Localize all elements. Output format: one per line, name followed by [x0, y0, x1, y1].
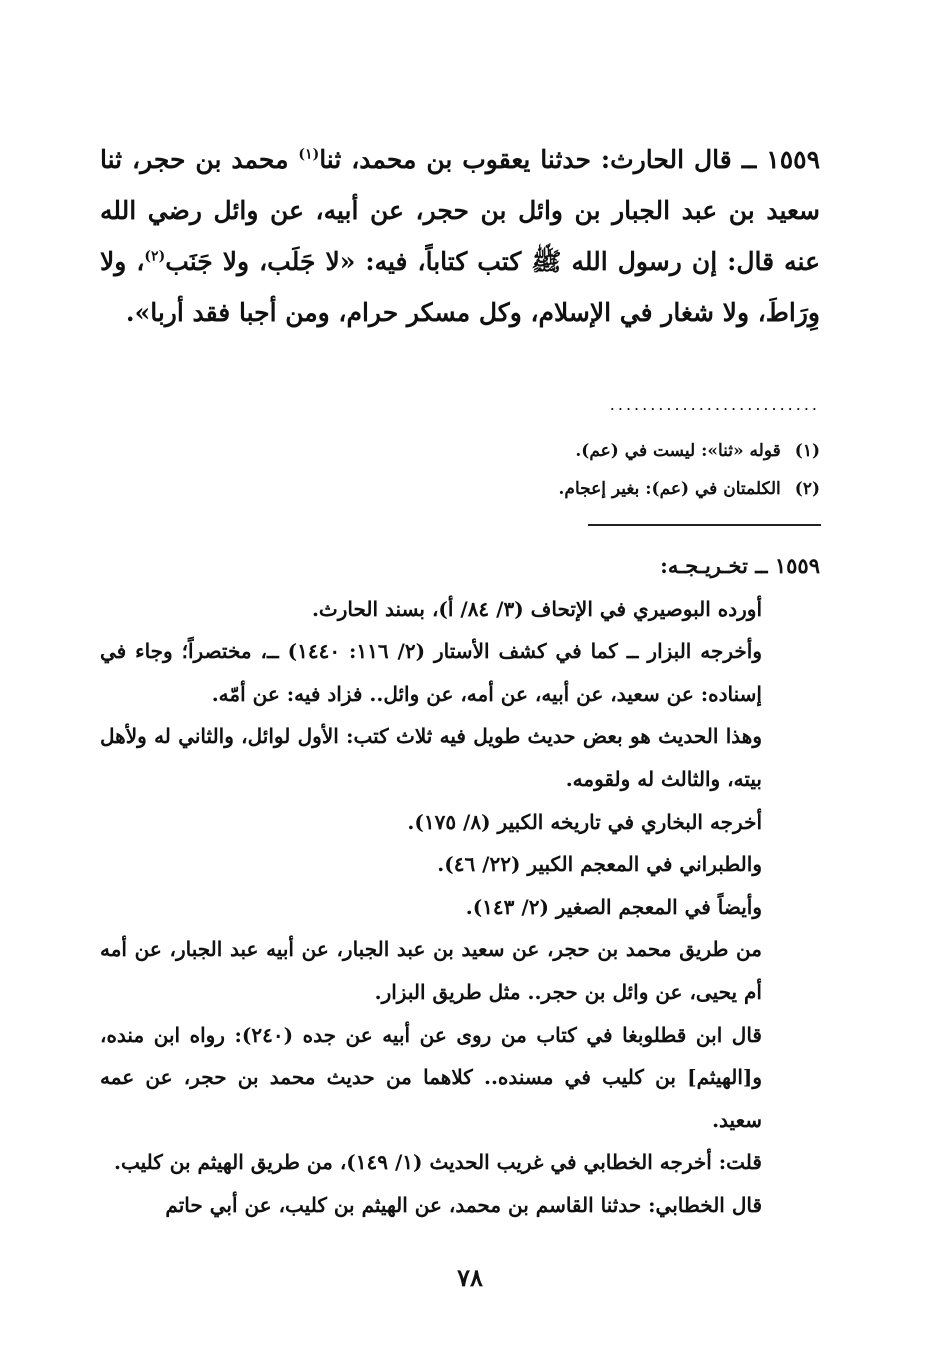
takhrij-paragraph: وأخرجه البزار ــ كما في كشف الأستار (٢/ ١١٦: ١٤٤٠) ــ، مختصراً؛ وجاء في إسناده: عن سعيد، عن أبيه، عن أمه، عن وائل.. فزاد فيه: عن أمّه. — [100, 639, 762, 706]
takhrij-paragraph: وأيضاً في المعجم الصغير (٢/ ١٤٣). — [465, 894, 762, 919]
hadith-number: ١٥٥٩ — [766, 145, 820, 174]
takhrij-paragraph: قال الخطابي: حدثنا القاسم بن محمد، عن الهيثم بن كليب، عن أبي حاتم — [165, 1192, 762, 1217]
hadith-text-part-3: ، ولا وِرَاطَ، ولا شغار في الإسلام، وكل مسكر حرام، ومن أجبا فقد أربا». — [100, 247, 820, 327]
footnote-number: (٢) — [794, 479, 820, 499]
hadith-text-part-1: قال الحارث: حدثنا يعقوب بن محمد، ثنا — [319, 145, 732, 174]
takhrij-paragraph: قلت: أخرجه الخطابي في غريب الحديث (١/ ١٤٩)، من طريق الهيثم بن كليب. — [114, 1150, 762, 1175]
page-number: ٧٨ — [457, 1263, 483, 1292]
footnote-text: قوله «ثنا»: ليست في (عم). — [575, 441, 781, 461]
takhrij-paragraph: والطبراني في المعجم الكبير (٢٢/ ٤٦). — [437, 852, 762, 877]
takhrij-paragraph: من طريق محمد بن حجر، عن سعيد بن عبد الجبار، عن أبيه عبد الجبار، عن أمه أم يحيى، عن وائل بن حجر.. مثل طريق البزار. — [100, 937, 762, 1004]
hadith-text-part-2: محمد بن حجر، ثنا سعيد بن عبد الجبار بن وائل بن حجر، عن أبيه، عن وائل رضي الله عنه قال: إن رسول الله ﷺ كتب كتاباً، فيه: «لا جَلَب، ولا جَنَب — [100, 145, 820, 276]
footnote-text: الكلمتان في (عم): بغير إعجام. — [558, 479, 781, 499]
takhrij-paragraph: وهذا الحديث هو بعض حديث طويل فيه ثلاث كتب: الأول لوائل، والثاني له ولأهل بيته، والثالث له ولقومه. — [100, 724, 762, 791]
hadith-text — [100, 134, 820, 338]
footnote-2 — [100, 470, 820, 508]
takhrij-paragraph: أورده البوصيري في الإتحاف (٣/ ٨٤/ أ)، بسند الحارث. — [311, 596, 762, 621]
takhrij-paragraph: أخرجه البخاري في تاريخه الكبير (٨/ ١٧٥). — [407, 809, 762, 834]
takhrij-section — [100, 545, 820, 1227]
footnote-separator-dots: .......................... — [609, 398, 820, 412]
footnote-ref-2: (٢) — [144, 248, 166, 265]
footnote-1 — [100, 432, 820, 470]
takhrij-heading: ١٥٥٩ ــ تخـريـجـه: — [660, 553, 820, 578]
footnote-number: (١) — [794, 441, 820, 461]
footnotes — [100, 432, 820, 508]
section-divider — [588, 524, 821, 526]
hadith-dash: ــ — [741, 145, 757, 174]
takhrij-paragraph: قال ابن قطلوبغا في كتاب من روى عن أبيه عن جده (٢٤٠): رواه ابن منده، و[الهيثم] بن كليب في مسنده.. كلاهما من حديث محمد بن حجر، عن عمه سعيد. — [100, 1022, 762, 1132]
footnote-ref-1: (١) — [298, 146, 320, 163]
